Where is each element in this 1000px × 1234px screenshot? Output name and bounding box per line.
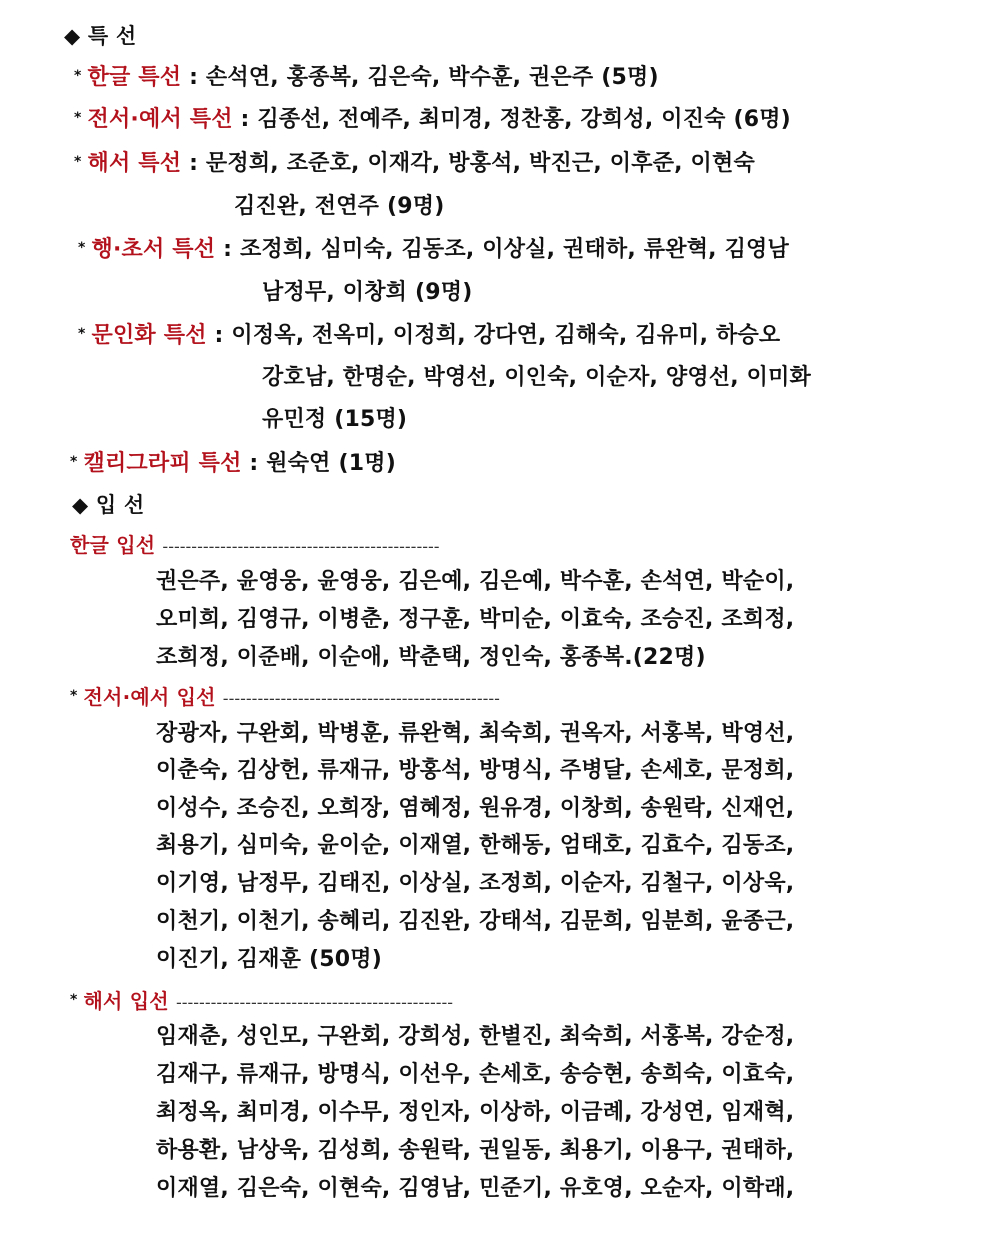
special-entry-hangul [74, 64, 659, 94]
bullet-star: * [74, 154, 82, 170]
names: 이정옥, 전옥미, 이정희, 강다연, 김해숙, 김유미, 하승오 [231, 323, 781, 348]
category-label: 문인화 특선 [91, 323, 207, 348]
special-entry-regular [74, 150, 755, 180]
selected-regular-line-4: 하용환, 남상욱, 김성희, 송원락, 권일동, 최용기, 이용구, 권태하, [156, 1138, 795, 1163]
selected-group-hangul-header [70, 531, 440, 561]
category-label: 전서·예서 입선 [83, 685, 216, 709]
colon: : [189, 151, 199, 176]
bullet-star: * [74, 110, 82, 126]
selected-hangul-line-2: 오미희, 김영규, 이병춘, 정구훈, 박미순, 이효숙, 조승진, 조희정, [156, 607, 795, 632]
category-label: 해서 특선 [87, 151, 182, 176]
category-label: 캘리그라피 특선 [83, 451, 242, 476]
selected-seal-line-5: 이기영, 남정무, 김태진, 이상실, 조정희, 이순자, 김철구, 이상욱, [156, 871, 795, 896]
selected-heading: ◆ 입 선 [72, 493, 145, 517]
colon: : [240, 107, 250, 132]
selected-seal-line-4: 최용기, 심미숙, 윤이순, 이재열, 한해동, 엄태호, 김효수, 김동조, [156, 833, 795, 858]
special-heading: ◆ 특 선 [64, 24, 137, 48]
selected-group-seal-clerical-header [70, 683, 500, 714]
special-entry-literati [78, 322, 780, 352]
colon: : [223, 237, 233, 262]
colon: : [189, 65, 199, 90]
selected-seal-line-2: 이춘숙, 김상헌, 류재규, 방홍석, 방명식, 주병달, 손세호, 문정희, [156, 758, 795, 783]
selected-seal-line-6: 이천기, 이천기, 송혜리, 김진완, 강태석, 김문희, 임분희, 윤종근, [156, 909, 795, 934]
category-label: 전서·예서 특선 [87, 107, 233, 132]
names: 김종선, 전예주, 최미경, 정찬홍, 강희성, 이진숙 (6명) [257, 107, 791, 132]
selected-seal-line-3: 이성수, 조승진, 오희장, 염혜정, 원유경, 이창희, 송원락, 신재언, [156, 796, 795, 821]
selected-regular-line-2: 김재구, 류재규, 방명식, 이선우, 손세호, 송승현, 송희숙, 이효숙, [156, 1062, 795, 1087]
selected-regular-line-5: 이재열, 김은숙, 이현숙, 김영남, 민준기, 유호영, 오순자, 이학래, [156, 1176, 795, 1201]
colon: : [249, 451, 259, 476]
selected-seal-line-7: 이진기, 김재훈 (50명) [156, 947, 382, 972]
selected-group-regular-header [70, 987, 453, 1018]
bullet-star: * [78, 240, 86, 256]
bullet-star: * [78, 326, 86, 342]
selected-seal-line-1: 장광자, 구완회, 박병훈, 류완혁, 최숙희, 권옥자, 서홍복, 박영선, [156, 721, 795, 746]
special-entry-literati-cont-2: 유민정 (15명) [262, 407, 408, 432]
special-entry-literati-cont-1: 강호남, 한명순, 박영선, 이인숙, 이순자, 양영선, 이미화 [262, 365, 811, 390]
names: 원숙연 (1명) [266, 451, 396, 476]
bullet-star: * [70, 454, 78, 470]
special-entry-running-cursive-cont: 남정무, 이창희 (9명) [262, 280, 473, 305]
dash-rule: ------------------------------------------------ [222, 689, 500, 708]
category-label: 한글 입선 [70, 533, 156, 557]
names: 문정희, 조준호, 이재각, 방홍석, 박진근, 이후준, 이현숙 [205, 151, 755, 176]
bullet-star: * [70, 992, 78, 1008]
selected-hangul-line-1: 권은주, 윤영웅, 윤영웅, 김은예, 김은예, 박수훈, 손석연, 박순이, [156, 569, 795, 594]
dash-rule: ------------------------------------------------ [162, 537, 440, 556]
selected-regular-line-3: 최정옥, 최미경, 이수무, 정인자, 이상하, 이금례, 강성연, 임재혁, [156, 1100, 795, 1125]
names: 조정희, 심미숙, 김동조, 이상실, 권태하, 류완혁, 김영남 [239, 237, 789, 262]
special-entry-regular-cont: 김진완, 전연주 (9명) [234, 194, 445, 219]
special-entry-seal-clerical [74, 106, 791, 136]
category-label: 행·초서 특선 [91, 237, 216, 262]
selected-hangul-line-3: 조희정, 이준배, 이순애, 박춘택, 정인숙, 홍종복.(22명) [156, 645, 706, 670]
colon: : [214, 323, 224, 348]
names: 손석연, 홍종복, 김은숙, 박수훈, 권은주 (5명) [205, 65, 659, 90]
dash-rule: ------------------------------------------------ [175, 993, 454, 1012]
bullet-star: * [74, 68, 82, 84]
category-label: 한글 특선 [87, 65, 182, 90]
special-entry-running-cursive [78, 236, 789, 266]
bullet-star: * [70, 688, 78, 704]
selected-regular-line-1: 임재춘, 성인모, 구완회, 강희성, 한별진, 최숙희, 서홍복, 강순정, [156, 1024, 795, 1049]
special-entry-calligraphy [70, 450, 396, 480]
category-label: 해서 입선 [83, 989, 169, 1013]
